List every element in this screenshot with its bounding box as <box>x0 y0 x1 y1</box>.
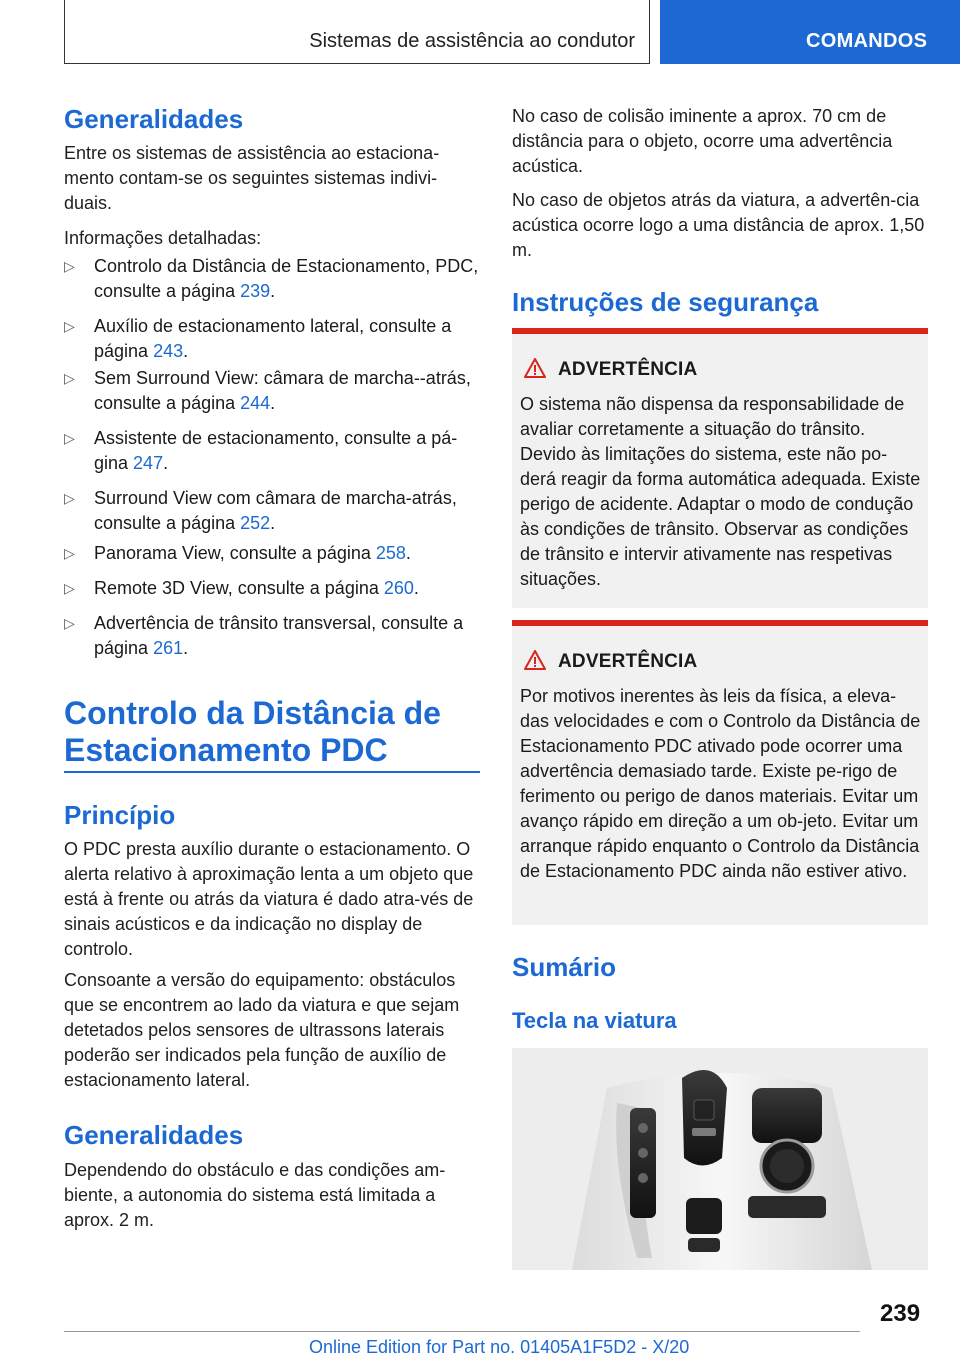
heading-instrucoes-seguranca: Instruções de segurança <box>512 287 819 317</box>
list-item-text <box>94 426 480 476</box>
page-reference-link[interactable]: 261 <box>153 638 184 658</box>
heading-tecla-na-viatura: Tecla na viatura <box>512 1008 677 1033</box>
heading-generalidades: Generalidades <box>64 104 244 134</box>
list-item-label: Advertência de trânsito transversal, consulte a página <box>94 613 464 658</box>
header-chapter-title: COMANDOS <box>806 30 928 52</box>
heading-pdc-line1: Controlo da Distância de <box>64 695 441 731</box>
page-reference-link[interactable]: 258 <box>375 543 406 563</box>
bullet-triangle-icon: ▷ <box>64 430 75 446</box>
principle-paragraph-1: O PDC presta auxílio durante o estacionamento. O alerta relativo à aproximação lenta a um objeto que está à frente ou atrás da viatura é dado atra-vés de sinais acústicos e da indicação no display de controlo. <box>64 839 474 959</box>
edition-note: Online Edition for Part no. 01405A1F5D2 - X/20 <box>309 1337 690 1357</box>
page-reference-link[interactable]: 247 <box>133 453 164 473</box>
page-reference-link[interactable]: 243 <box>153 341 184 361</box>
list-item-text <box>94 541 480 566</box>
list-item-text <box>94 576 480 601</box>
list-item-label: Panorama View, consulte a página <box>94 543 376 563</box>
list-item-end: . <box>183 341 189 361</box>
list-item-text <box>94 486 480 536</box>
list-item-label: Remote 3D View, consulte a página <box>94 578 384 598</box>
heading-pdc-line2: Estacionamento PDC <box>64 732 388 768</box>
page-reference-link[interactable]: 244 <box>240 393 271 413</box>
heading-generalidades-2: Generalidades <box>64 1120 244 1150</box>
list-item-label: Controlo da Distância de Estacionamento, PDC, consulte a página <box>94 256 479 301</box>
warning-box-1 <box>512 328 928 608</box>
list-item-end: . <box>270 513 276 533</box>
bullet-triangle-icon: ▷ <box>64 258 75 274</box>
list-item-text <box>94 611 480 661</box>
list-item-end: . <box>413 578 419 598</box>
section-divider <box>64 771 480 773</box>
list-item-end: . <box>183 638 189 658</box>
page-reference-link[interactable]: 239 <box>240 281 271 301</box>
heading-sumario: Sumário <box>512 952 617 982</box>
warning-1-body: O sistema não dispensa da responsabilidade de avaliar corretamente a situação do trânsito. Devido às limitações do sistema, este não po-derá reagir da forma automática adequada. Existe perigo de acidente. Adaptar o modo de condução às condições de trânsito. Observar as condições de trânsito e intervir ativamente nas respetivas situações. <box>520 394 921 589</box>
bullet-triangle-icon: ▷ <box>64 580 75 596</box>
list-item-label: Auxílio de estacionamento lateral, consulte a página <box>94 316 452 361</box>
page-number: 239 <box>880 1300 921 1327</box>
warning-box-2 <box>512 620 928 925</box>
footer-divider <box>64 1331 860 1332</box>
header-chapter-tab[interactable] <box>660 0 960 64</box>
warning-triangle-icon <box>524 650 546 670</box>
principle-paragraph-2: Consoante a versão do equipamento: obstáculos que se encontrem ao lado da viatura e que sejam detetados pelos sensores de ultrassons laterais poderão ser indicados pela função de auxílio de estacionamento lateral. <box>64 970 460 1090</box>
collision-paragraph: No caso de colisão iminente a aprox. 70 cm de distância para o objeto, ocorre uma advertência acústica. <box>512 106 893 176</box>
list-item-end: . <box>163 453 169 473</box>
bullet-triangle-icon: ▷ <box>64 370 75 386</box>
list-item-label: Surround View com câmara de marcha-atrás, consulte a página <box>94 488 457 533</box>
bullet-triangle-icon: ▷ <box>64 615 75 631</box>
rear-objects-paragraph: No caso de objetos atrás da viatura, a advertên-cia acústica ocorre logo a uma distância de aprox. 1,50 m. <box>512 190 925 260</box>
general2-paragraph: Dependendo do obstáculo e das condições am-biente, a autonomia do sistema está limitada a aprox. 2 m. <box>64 1160 446 1230</box>
list-item-end: . <box>270 281 276 301</box>
list-item-text <box>94 366 480 416</box>
bullet-triangle-icon: ▷ <box>64 545 75 561</box>
page-reference-link[interactable]: 260 <box>383 578 414 598</box>
warning-2-body: Por motivos inerentes às leis da física, a eleva-das velocidades e com o Controlo da Distância de Estacionamento PDC ativado pode ocorrer uma advertência demasiado tarde. Existe pe-rigo de ferimento ou perigo de danos materiais. Evitar um avanço rápido em direção a um ob-jeto. Evitar um arranque rápido enquanto o Controlo da Distância de Estacionamento PDC ainda não estiver ativo. <box>520 686 921 881</box>
header-section-box <box>64 0 650 64</box>
header-section-title: Sistemas de assistência ao condutor <box>309 30 635 52</box>
list-item-label: Sem Surround View: câmara de marcha--atrás, consulte a página <box>94 368 471 413</box>
list-item-end: . <box>270 393 276 413</box>
heading-principio: Princípio <box>64 800 176 830</box>
center-console-illustration <box>512 1048 928 1270</box>
warning-triangle-icon <box>524 358 546 378</box>
intro-paragraph: Entre os sistemas de assistência ao estaciona-mento contam-se os seguintes sistemas indivi-duais. <box>64 143 440 213</box>
info-label: Informações detalhadas: <box>64 228 262 248</box>
list-item-text <box>94 314 480 364</box>
list-item-text <box>94 254 480 304</box>
page-reference-link[interactable]: 252 <box>240 513 271 533</box>
list-item-label: Assistente de estacionamento, consulte a pá-gina <box>94 428 458 473</box>
warning-2-title: ADVERTÊNCIA <box>558 651 698 672</box>
warning-1-title: ADVERTÊNCIA <box>558 359 698 380</box>
center-console-photo <box>512 1048 928 1270</box>
bullet-triangle-icon: ▷ <box>64 318 75 334</box>
list-item-end: . <box>405 543 411 563</box>
bullet-triangle-icon: ▷ <box>64 490 75 506</box>
